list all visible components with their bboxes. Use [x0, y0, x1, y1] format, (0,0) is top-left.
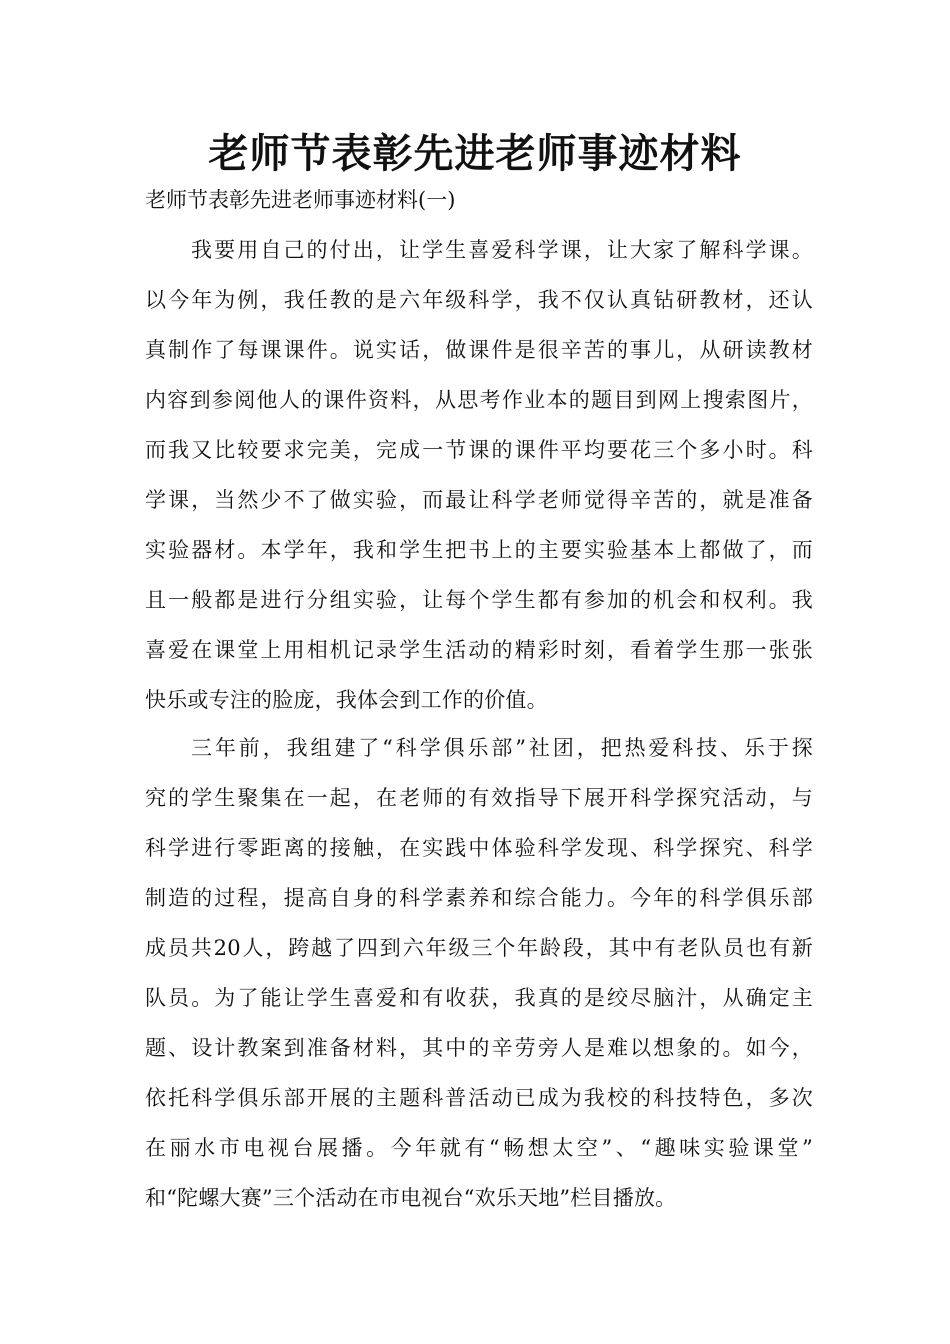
paragraph-line: 三年前，我组建了“科学俱乐部”社团，把热爱科技、乐于探: [191, 736, 813, 760]
paragraph-line: 题、设计教案到准备材料，其中的辛劳旁人是难以想象的。如今，: [145, 1036, 813, 1060]
paragraph-line: 制造的过程，提高自身的科学素养和综合能力。今年的科学俱乐部: [145, 886, 813, 910]
paragraph-line: 科学进行零距离的接触，在实践中体验科学发现、科学探究、科学: [145, 836, 813, 860]
paragraph-line: 快乐或专注的脸庞，我体会到工作的价值。: [145, 688, 548, 712]
document-subtitle: 老师节表彰先进老师事迹材料(一): [145, 188, 456, 212]
paragraph-line: 成员共20人，跨越了四到六年级三个年龄段，其中有老队员也有新: [145, 936, 813, 960]
paragraph-line: 究的学生聚集在一起，在老师的有效指导下展开科学探究活动，与: [145, 786, 813, 810]
paragraph-line: 且一般都是进行分组实验，让每个学生都有参加的机会和权利。我: [145, 588, 813, 612]
paragraph-line: 喜爱在课堂上用相机记录学生活动的精彩时刻，看着学生那一张张: [145, 638, 813, 662]
paragraph-line: 内容到参阅他人的课件资料，从思考作业本的题目到网上搜索图片，: [145, 388, 813, 412]
paragraph-line: 在丽水市电视台展播。今年就有“畅想太空”、“趣味实验课堂”: [145, 1136, 813, 1160]
paragraph-line: 实验器材。本学年，我和学生把书上的主要实验基本上都做了，而: [145, 538, 813, 562]
document-title: 老师节表彰先进老师事迹材料: [208, 131, 742, 177]
paragraph-2: [145, 723, 813, 1223]
paragraph-line: 和“陀螺大赛”三个活动在市电视台“欢乐天地”栏目播放。: [145, 1186, 677, 1210]
paragraph-line: 真制作了每课课件。说实话，做课件是很辛苦的事儿，从研读教材: [145, 338, 813, 362]
paragraph-line: 队员。为了能让学生喜爱和有收获，我真的是绞尽脑汁，从确定主: [145, 986, 813, 1010]
paragraph-1: [145, 225, 813, 725]
paragraph-line: 学课，当然少不了做实验，而最让科学老师觉得辛苦的，就是准备: [145, 488, 813, 512]
paragraph-line: 而我又比较要求完美，完成一节课的课件平均要花三个多小时。科: [145, 438, 813, 462]
paragraph-line: 以今年为例，我任教的是六年级科学，我不仅认真钻研教材，还认: [145, 288, 813, 312]
paragraph-line: 我要用自己的付出，让学生喜爱科学课，让大家了解科学课。: [191, 238, 813, 262]
paragraph-line: 依托科学俱乐部开展的主题科普活动已成为我校的科技特色，多次: [145, 1086, 813, 1110]
